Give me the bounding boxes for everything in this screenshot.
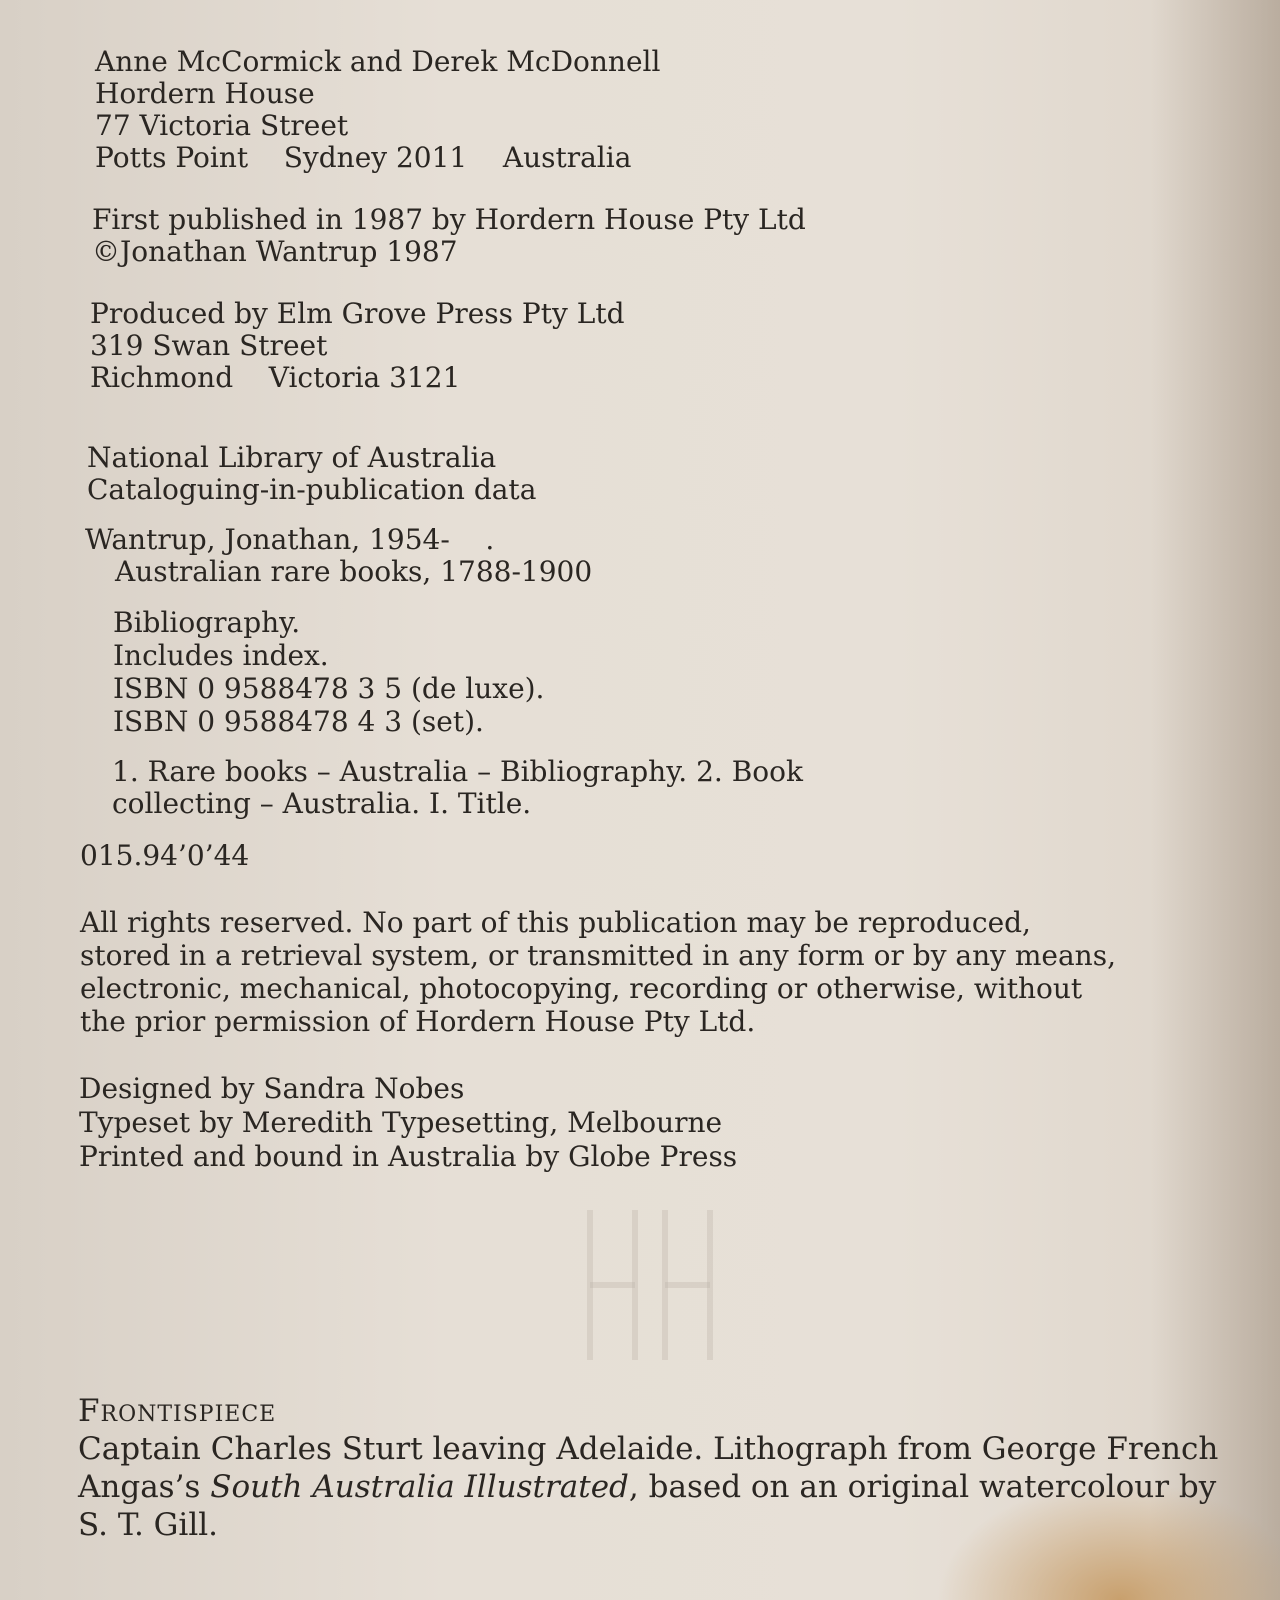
credit-line: Printed and bound in Australia by Globe Press [79,1140,738,1173]
rights-line: stored in a retrieval system, or transmitted in any form or by any means, [80,939,1116,972]
rights-line: the prior permission of Hordern House Pty Ltd. [80,1005,756,1038]
frontispiece-line [78,1468,1218,1506]
cip-author: Wantrup, Jonathan, 1954- . [85,523,495,556]
address-line: Potts Point Sydney 2011 Australia [95,141,632,174]
cip-heading-line: National Library of Australia [87,441,497,474]
rights-line: All rights reserved. No part of this publication may be reproduced, [80,906,1031,939]
cip-entry [85,524,592,588]
dewey-number: 015.94’0’44 [80,839,250,872]
cip-note: ISBN 0 9588478 3 5 (de luxe). [113,672,545,705]
cip-subjects [112,756,803,820]
cip-heading-line: Cataloguing-in-publication data [87,473,537,506]
credit-line: Designed by Sandra Nobes [79,1072,465,1105]
cip-note: Includes index. [113,639,329,672]
production-credits [79,1072,737,1174]
cip-note: ISBN 0 9588478 4 3 (set). [113,705,484,738]
caption-text: , based on an original watercolour by [628,1469,1217,1505]
cip-title: Australian rare books, 1788-1900 [115,555,593,588]
credit-line: Typeset by Meredith Typesetting, Melbourne [79,1106,723,1139]
book-title-italic: South Australia Illustrated [210,1469,629,1505]
frontispiece-line: Captain Charles Sturt leaving Adelaide. Lithograph from George French [78,1431,1219,1467]
cip-subject-line: 1. Rare books – Australia – Bibliography. 2. Book [112,755,803,788]
producer-line: 319 Swan Street [90,329,328,362]
cip-notes [113,606,544,738]
frontispiece-line: S. T. Gill. [78,1507,219,1543]
rights-notice [80,906,1116,1038]
frontispiece-caption [78,1392,1218,1544]
publication-info [92,204,806,268]
producer-line: Richmond Victoria 3121 [90,361,461,394]
hh-monogram-watermark [560,1200,740,1370]
cip-classification [80,840,249,872]
cip-heading [87,442,536,506]
rights-line: electronic, mechanical, photocopying, recording or otherwise, without [80,972,1083,1005]
address-line: 77 Victoria Street [95,109,349,142]
address-line: Hordern House [95,77,315,110]
first-published-line: First published in 1987 by Hordern House Pty Ltd [92,203,806,236]
cip-subject-line: collecting – Australia. I. Title. [112,787,532,820]
caption-text: Angas’s [78,1469,211,1505]
frontispiece-heading: Frontispiece [78,1393,277,1429]
producer-info [90,298,625,394]
cip-note: Bibliography. [113,606,301,639]
address-line: Anne McCormick and Derek McDonnell [95,45,661,78]
producer-line: Produced by Elm Grove Press Pty Ltd [90,297,625,330]
publisher-address [95,46,660,174]
copyright-line: ©Jonathan Wantrup 1987 [92,235,458,268]
